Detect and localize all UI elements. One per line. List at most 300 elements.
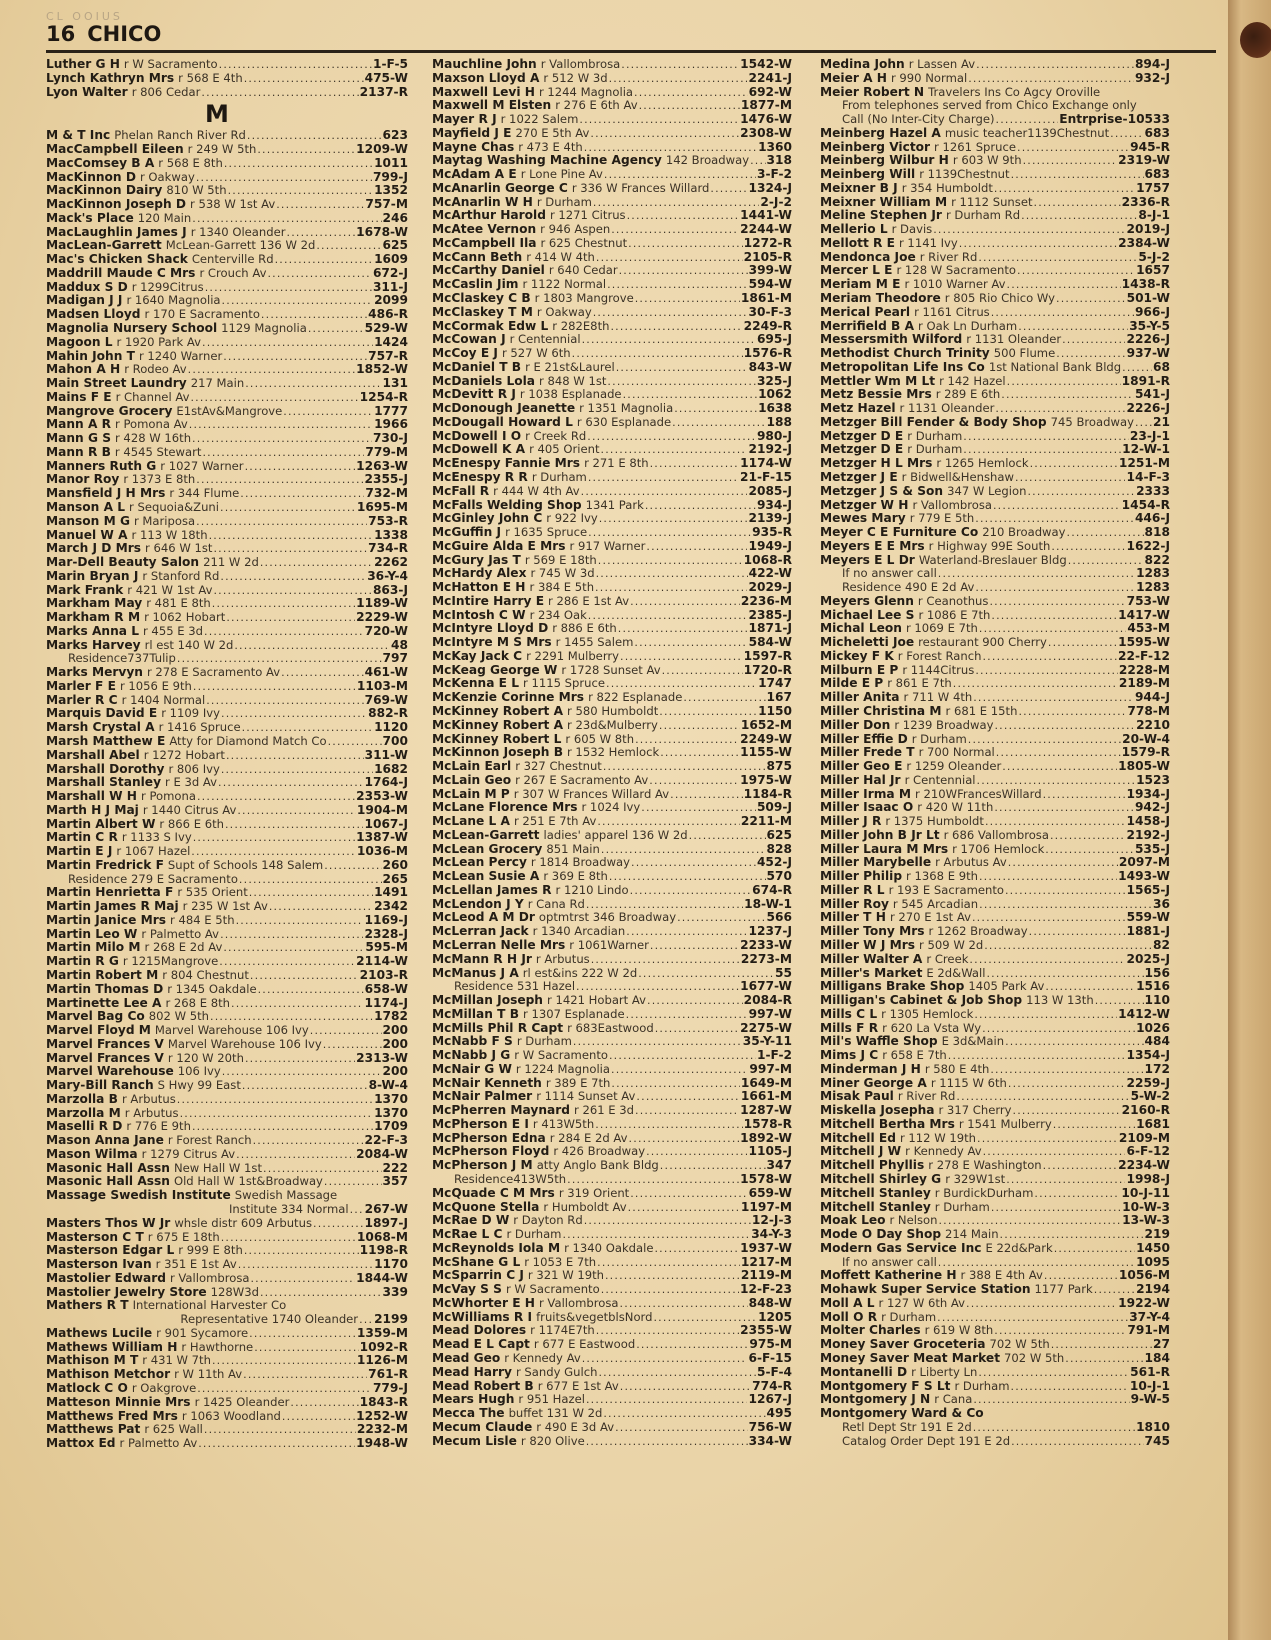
phone-number: 756-W [748,1420,792,1434]
listing-address: r Pomona Av [115,418,188,432]
phone-number: 2119-M [740,1269,792,1283]
phone-number: 68 [1153,360,1170,374]
listing-address: r 1340 Oakdale [564,1241,654,1255]
listing-address: r 806 Ivy [168,762,220,776]
listing-name: McCowan J [432,333,506,347]
listing-entry [820,856,1170,870]
listing-entry [820,251,1170,265]
listing-address: r Sandy Gulch [515,1365,598,1379]
listing-name: McNabb J G [432,1049,511,1063]
phone-number: 260 [382,858,408,872]
listing-address: r 23d&Mulberry [567,718,658,732]
listing-entry [432,443,792,457]
leader-dots [191,845,356,859]
phone-number: 1649-M [740,1076,792,1090]
listing-entry [432,705,792,719]
listing-entry [46,1162,408,1176]
phone-number: 2192-J [1126,828,1170,842]
listing-entry [820,264,1170,278]
listing-name: McKinney Robert A [432,718,564,732]
phone-number: 700 [382,734,408,748]
leader-dots [1068,554,1144,568]
listing-address: buffet 131 W 2d [508,1407,603,1421]
listing-name: Martin Fredrick F [46,858,164,872]
leader-dots [586,1393,748,1407]
phone-number: 584-W [748,636,792,650]
listing-entry [46,171,408,185]
phone-number: 22-F-12 [1118,649,1170,663]
listing-entry [432,1311,792,1325]
phone-number: 1805-W [1118,760,1170,774]
leader-dots [1135,416,1152,430]
listing-name: Marsh Crystal A [46,721,155,735]
phone-number: 1272-R [743,236,792,250]
listing-name: Mead E L Capt [432,1338,530,1352]
listing-name: Miller Marybelle [820,856,932,870]
listing-name: McAtee Vernon [432,223,537,237]
listing-address: r 1086 E 7th [918,608,991,622]
listing-entry [46,763,408,777]
listing-address: r 1024 Ivy [581,801,641,815]
leader-dots [190,391,358,405]
leader-dots [994,719,1135,733]
listing-address: r 1728 Sunset Av [561,663,661,677]
phone-number: 1682 [374,762,408,776]
listing-address: 347 W Legion [947,484,1027,498]
leader-dots [604,168,756,182]
listing-address: Atty for Diamond Match Co [169,734,327,748]
listing-entry [432,733,792,747]
listing-entry [46,831,408,845]
leader-dots [204,625,364,639]
leader-dots [683,691,765,705]
listing-address: r Hawthorne [181,1340,254,1354]
leader-dots [193,680,356,694]
listing-name: Miskella Josepha [820,1104,935,1118]
listing-address: r 848 W 1st [539,374,607,388]
listing-entry [820,581,1170,595]
listing-address: r Palmetto Av [141,927,220,941]
leader-dots [1018,705,1126,719]
phone-number: 131 [382,377,408,391]
listing-name: Montgomery J N [820,1393,931,1407]
leader-dots [655,1022,739,1036]
phone-number: 2084-R [743,994,792,1008]
listing-entry [432,1352,792,1366]
listing-name: Mead Harry [432,1365,512,1379]
phone-number: 2211-M [740,815,792,829]
phone-number: 10-J-11 [1121,1186,1170,1200]
listing-entry [46,1010,408,1024]
leader-dots [1044,1269,1118,1283]
listing-address: r 389 E 7th [545,1076,611,1090]
listing-name: Meyers Glenn [820,594,914,608]
listing-entry [820,1090,1170,1104]
listing-address: r 700 Normal [918,746,995,760]
listing-name: McShane G L [432,1255,521,1269]
listing-entry [46,1052,408,1066]
phone-number: 818 [1144,526,1170,540]
leader-dots [1005,1035,1143,1049]
phone-number: 732-M [365,487,408,501]
listing-name: Miller Christina M [820,704,942,718]
listing-name: MacKinnon Joseph D [46,198,187,212]
phone-number: 1810 [1136,1420,1170,1434]
listing-entry [432,196,792,210]
leader-dots [573,1035,742,1049]
listing-entry [432,237,792,251]
listing-name: Manor Roy [46,473,120,487]
listing-name: Meixner William M [820,195,948,209]
leader-dots [581,485,748,499]
listing-name: Martin Leo W [46,927,138,941]
listing-name: McReynolds Iola M [432,1241,561,1255]
phone-number: 311-J [372,280,408,294]
listing-address: r 289 E 6th [935,388,1001,402]
phone-number: 1622-J [1126,539,1170,553]
listing-entry [46,873,408,887]
listing-name: Misak Paul [820,1090,894,1104]
listing-entry [46,501,408,515]
phone-number: 2228-M [1118,663,1170,677]
listing-address: r Centennial [904,773,976,787]
phone-number: 2241-J [748,71,792,85]
listing-name: Manners Ruth G [46,459,157,473]
leader-dots [620,650,743,664]
listing-entry [432,457,792,471]
leader-dots [316,239,381,253]
leader-dots [222,1065,382,1079]
phone-number: 325-J [756,374,792,388]
listing-name: Martin R G [46,955,119,969]
leader-dots [209,529,374,543]
listing-address: r 675 E 18th [147,1230,220,1244]
phone-number: 529-W [364,322,408,336]
leader-dots [984,939,1152,953]
listing-entry [46,1341,408,1355]
listing-name: Marsh Matthew E [46,734,166,748]
phone-number: 1370 [374,1092,408,1106]
phone-number: 55 [775,966,792,980]
leader-dots [218,776,363,790]
listing-entry [820,1145,1170,1159]
leader-dots [223,941,364,955]
leader-dots [244,1244,359,1258]
listing-address: 1341 Park [585,498,644,512]
phone-number: 2192-J [748,443,792,457]
leader-dots [1006,1173,1125,1187]
listing-entry [46,818,408,832]
listing-entry [432,1338,792,1352]
listing-address: r Liberty Ln [911,1365,978,1379]
listing-address: E 2d&Wall [926,966,986,980]
leader-dots [197,790,355,804]
leader-dots [582,1352,748,1366]
leader-dots [250,1272,355,1286]
listing-entry [820,691,1170,705]
leader-dots [1008,1077,1126,1091]
phone-number: 318 [766,154,792,168]
listing-address: atty Anglo Bank Bldg [536,1159,659,1173]
listing-name: Meixner B J [820,181,898,195]
leader-dots [287,226,356,240]
listing-address: r 278 E Sacramento Av [146,666,281,680]
listing-entry [820,801,1170,815]
phone-number: 1105-J [748,1145,792,1159]
phone-number: 779-J [372,1381,408,1395]
leader-dots [193,831,355,845]
listing-address: r 1115 W 6th [930,1076,1007,1090]
phone-number: 12-F-23 [740,1283,792,1297]
listing-address: r Durham [516,1035,572,1049]
phone-number: 2355-J [364,473,408,487]
listing-name: Mark Frank [46,583,124,597]
listing-name: McLean-Garrett [432,828,540,842]
phone-number: 1126-M [356,1354,408,1368]
listing-address: r BurdickDurham [934,1186,1034,1200]
leader-dots [606,677,757,691]
leader-dots [258,983,364,997]
leader-dots [226,749,364,763]
leader-dots [1050,829,1126,843]
listing-name: McRae D W [432,1214,510,1228]
phone-number: 761-R [368,1368,408,1382]
listing-entry [46,281,408,295]
listing-address: r 1541 Mulberry [958,1117,1052,1131]
listing-entry [46,804,408,818]
leader-dots [1029,925,1126,939]
leader-dots [975,664,1118,678]
listing-address: r Mariposa [133,514,196,528]
leader-dots [567,1173,739,1187]
leader-dots [226,611,355,625]
listing-name: Marler F E [46,679,116,693]
listing-entry [432,856,792,870]
phone-number: 1516 [1136,980,1170,994]
listing-name: Mitchell Stanley [820,1200,931,1214]
leader-dots [1011,168,1144,182]
listing-entry [432,581,792,595]
listing-entry [432,1366,792,1380]
listing-name: MacKinnon D [46,170,136,184]
listing-name: Montgomery Ward & Co [820,1407,984,1421]
listing-entry [46,86,408,100]
phone-number: 1720-R [743,663,792,677]
leader-dots [650,457,740,471]
listing-address: E 3d&Main [941,1035,1005,1049]
listing-name: Mathison M T [46,1354,139,1368]
listing-address: r 1803 Mangrove [534,292,634,306]
phone-number: 997-M [749,1062,792,1076]
leader-dots [599,512,748,526]
listing-name: MacComsey B A [46,156,155,170]
phone-number: 1169-J [364,913,408,927]
phone-number: 757-M [365,198,408,212]
listing-entry [820,967,1170,981]
phone-number: 1103-M [356,679,408,693]
listing-address: r 384 E 5th [529,581,595,595]
leader-dots [1034,196,1121,210]
phone-number: 1036-M [356,845,408,859]
listing-name: Miller R L [820,883,885,897]
listing-entry [46,1231,408,1245]
listing-address: r 658 E 7th [882,1049,947,1063]
listing-address: r 951 Hazel [518,1393,585,1407]
phone-number: 1174-W [740,457,792,471]
listing-address: 211 W 2d [203,556,259,570]
listing-address: r 354 Humboldt [901,181,993,195]
phone-number: 399-W [748,264,792,278]
listing-address: r 1532 Hemlock [566,746,660,760]
listing-address: r 1455 Salem [555,636,634,650]
listing-address: r 344 Flume [169,487,240,501]
listing-entry [432,113,792,127]
listing-address: Old Hall W 1st&Broadway [173,1175,323,1189]
leader-dots [219,58,372,72]
listing-entry [820,306,1170,320]
listing-entry [432,72,792,86]
listing-entry [46,639,408,653]
listing-address: whsle distr 609 Arbutus [174,1216,312,1230]
listing-name: McQuade C M Mrs [432,1186,555,1200]
listing-address: r 605 W 8th [565,732,635,746]
listing-name: McVay S S [432,1283,502,1297]
phone-number: 757-R [368,349,408,363]
listing-address: Phelan Ranch River Rd [114,129,246,143]
leader-dots [1015,471,1126,485]
leader-dots [586,1435,748,1449]
listing-name: Marshall W H [46,790,138,804]
leader-dots [615,1421,748,1435]
listing-address: r 1425 Oleander [194,1395,290,1409]
listing-name: Maxwell M Elsten [432,99,552,113]
listing-address: r 286 E 1st Av [548,594,630,608]
leader-dots [224,157,373,171]
leader-dots [975,512,1134,526]
listing-address: r 1272 Hobart [143,748,225,762]
listing-name: McMills Phil R Capt [432,1021,564,1035]
listing-entry [432,1380,792,1394]
listing-address: r Oakgrove [131,1381,197,1395]
listing-address: restaurant 900 Cherry [918,636,1047,650]
listing-name: McDonough Jeanette [432,402,576,416]
listing-name: Mary-Bill Ranch [46,1079,154,1093]
listing-entry [46,432,408,446]
listing-entry [820,320,1170,334]
leader-dots [996,746,1121,760]
listing-entry [46,1423,408,1437]
leader-dots [212,597,355,611]
listing-entry [46,969,408,983]
listing-name: McEnespy Fannie Mrs [432,457,581,471]
listing-address: 745 Broadway [1050,415,1134,429]
listing-entry [46,1189,408,1203]
listing-entry [46,1244,408,1258]
leader-dots [991,306,1134,320]
leader-dots [979,870,1117,884]
listing-entry [820,733,1170,747]
listing-name: Micheletti Joe [820,636,915,650]
listing-address: r 329W1st [945,1173,1006,1187]
listing-name: Meriam M E [820,278,901,292]
leader-dots [677,911,765,925]
listing-address: r 414 W 4th [526,250,595,264]
listing-address: r 271 E 8th [584,457,649,471]
leader-dots [596,1324,739,1338]
listing-address: r Oakway [536,305,592,319]
listing-name: Mears Hugh [432,1393,515,1407]
listing-name: Meinberg Will [820,168,916,182]
listing-entry [432,1132,792,1146]
leader-dots [959,237,1117,251]
leader-dots [977,1132,1118,1146]
listing-entry [432,182,792,196]
listing-name: Miller Frede T [820,746,915,760]
listing-name: McCormak Edw L [432,319,549,333]
listing-entry [820,223,1170,237]
phone-number: 2199 [374,1313,408,1327]
listing-entry [432,994,792,1008]
listing-name: McClaskey C B [432,292,531,306]
leader-dots [597,815,740,829]
listing-address: r 1259 Oleander [906,760,1002,774]
leader-dots [968,72,1134,86]
listing-entry [820,1352,1170,1366]
listing-address: If no answer call [842,567,937,581]
listing-name: McLellan James R [432,883,552,897]
listing-entry [432,898,792,912]
listing-entry [432,843,792,857]
phone-number: 1922-W [1118,1296,1170,1310]
leader-dots [989,595,1125,609]
phone-number: 1638 [758,402,792,416]
listing-name: Masterson Ivan [46,1258,152,1272]
phone-number: 2084-W [356,1147,408,1161]
listing-address: r 779 E 5th [909,512,975,526]
listing-entry [432,1022,792,1036]
listing-entry [820,526,1170,540]
leader-dots [990,1063,1143,1077]
listing-name: MacKinnon Dairy [46,184,163,198]
listing-address: r W Sacramento [505,1283,600,1297]
phone-number: 1198-R [359,1244,408,1258]
phone-number: 658-W [364,982,408,996]
leader-dots [180,1107,374,1121]
leader-dots [660,746,739,760]
leader-dots [261,308,367,322]
listing-entry [46,1382,408,1396]
listing-address: r 388 E 4th Av [960,1269,1043,1283]
leader-dots [1056,347,1125,361]
phone-number: 1412-W [1118,1007,1170,1021]
listing-entry [432,595,792,609]
phone-number: 944-J [1134,691,1170,705]
listing-entry [46,184,408,198]
listing-address: r 580 E 4th [924,1062,990,1076]
listing-name: McIntyre Lloyd D [432,622,549,636]
phone-number: 21 [1153,415,1170,429]
listing-address: r 1056 E 9th [119,679,192,693]
phone-number: 13-W-3 [1122,1214,1170,1228]
phone-number: 422-W [748,567,792,581]
leader-dots [260,556,373,570]
listing-name: Molter Charles [820,1324,921,1338]
listing-address: r Rodeo Av [124,363,187,377]
listing-entry [820,1214,1170,1228]
listing-entry [46,859,408,873]
listing-name: Michael Lee S [820,608,915,622]
leader-dots [1054,1242,1135,1256]
